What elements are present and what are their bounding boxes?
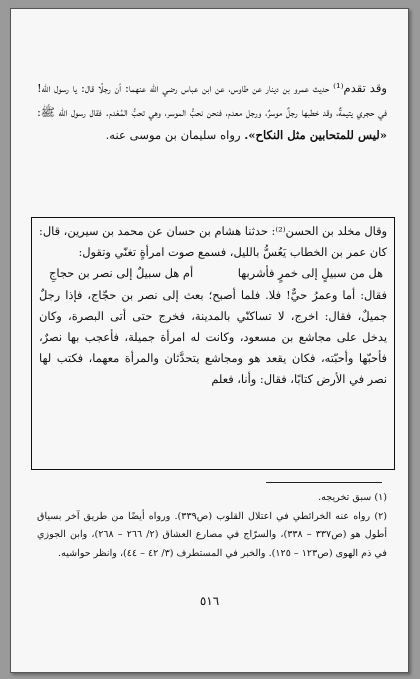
verse-first-hemistich: هل من سبيلٍ إلى خمرٍ فأشربها <box>237 266 383 281</box>
hadith-quote: «ليس للمتحابين مثل النكاح». <box>244 128 387 143</box>
book-page <box>10 8 409 673</box>
footnotes <box>37 489 387 563</box>
footnote-2: (٢) رواه عنه الخرائطي في اعتلال القلوب (ص٣٣٩). ورواه أيضًا من طريق آخر بسياق أطول هو (ص٣٣٧ – ٣٣٨)، والسرّاج في مصارع العشاق (٢/ ٢٦٦ – ٢٦٨)، وابن الجوزي في ذم الهوى (ص١٢٣ – ١٢٥). والخبر في المستطرف (٣/ ٤٢ – ٤٤)، وانظر حواشيه. <box>37 510 387 559</box>
verse-second-hemistich: أم هل سبيلٌ إلى نصر بن حجاجِ <box>49 266 194 281</box>
intro-text: وقد تقدم⁽¹⁾ حديث عمرو بن دينار عن طاوس، عن ابن عباس رضي الله عنهما: أن رجلًا قال: يا رسول الله! في حجري يتيمةٌ، وقد خطبها رجلٌ موسرٌ، ورجل معدم، فنحن نحبُّ الموسر، وهي تحبُّ المُعْدم. فقال رسول الله ﷺ: <box>37 81 387 119</box>
boxed-narration <box>31 217 395 470</box>
page-number: ٥١٦ <box>199 594 220 608</box>
intro-text-end: رواه سليمان بن موسى عنه. <box>105 128 241 143</box>
poetry-verse <box>39 263 387 284</box>
intro-paragraph <box>37 77 387 148</box>
boxed-paragraph-2: فقال: أما وعمرُ حيٌّ! فلا. فلما أصبح؛ بعث إلى نصر بن حجّاج، فإذا رجلٌ جميلٌ، فقال: اخرج، لا تساكنّي بالمدينة، فخرج حتى أتى البصرة، وكان يدخل على مجاشع بن مسعود، وكانت له امرأة جميلة، فأعجب بها نصرٌ، فأحبّها وأحبّته، فكان يقعد هو ومجاشع يتحدَّثان والمرأة معهما، فكتب لها نصر في الأرض كتابًا، فقال: وأنا، فعلم <box>39 287 387 387</box>
footnote-1: (١) سبق تخريجه. <box>318 492 387 503</box>
boxed-text <box>39 221 387 391</box>
footnote-separator <box>266 482 382 483</box>
boxed-paragraph-1: وقال مخلد بن الحسن⁽²⁾: حدثنا هشام بن حسان عن محمد بن سيرين، قال: كان عمر بن الخطاب يَعُسُّ بالليل، فسمع صوت امرأةٍ تغنّي وتقول: <box>39 224 388 260</box>
